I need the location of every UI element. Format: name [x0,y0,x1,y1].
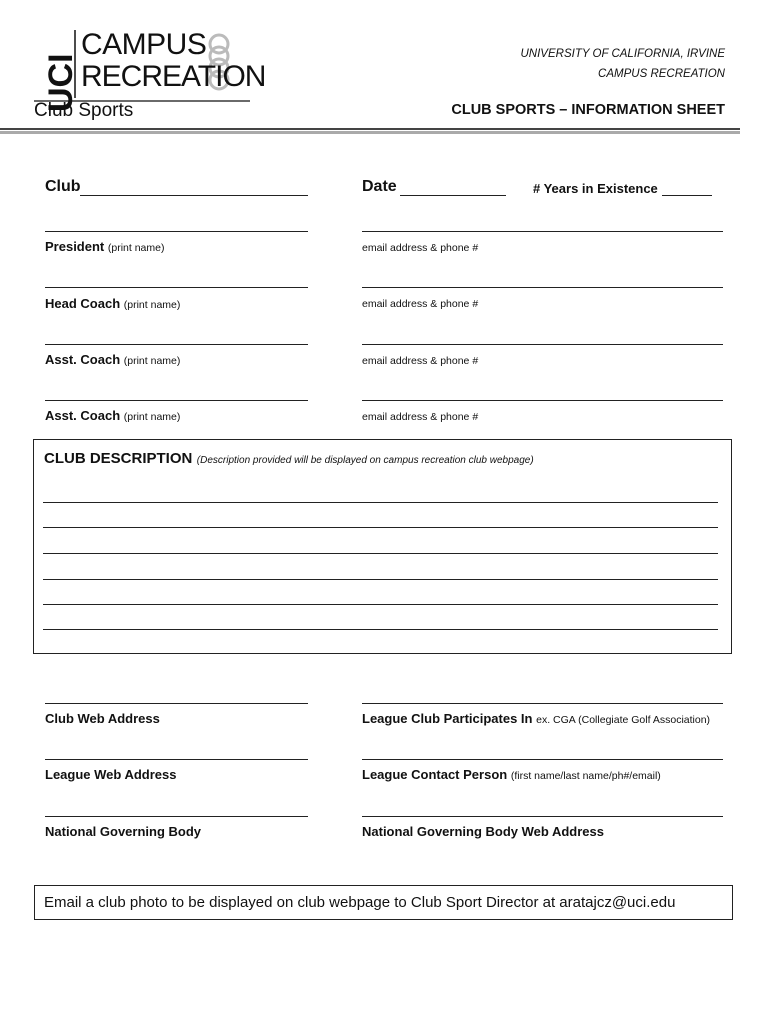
head-coach-contact-label: email address & phone # [362,298,479,310]
asst-coach-1-contact-field[interactable] [362,344,723,345]
head-coach-note: (print name) [123,299,181,311]
league-contact-label [362,767,661,782]
logo [20,20,266,130]
president-note: (print name) [107,242,165,254]
header-divider-shadow [0,131,740,134]
date-field[interactable] [400,195,506,196]
asst-coach-1-contact-label: email address & phone # [362,355,479,367]
league-contact-field[interactable] [362,759,723,760]
ngb-label: National Governing Body [45,824,202,839]
head-coach-role: Head Coach [45,296,121,311]
header-university: UNIVERSITY OF CALIFORNIA, IRVINE [520,48,725,60]
club-web-label: Club Web Address [45,711,160,726]
president-contact-label: email address & phone # [362,242,479,254]
league-contact-note: (first name/last name/ph#/email) [510,770,661,782]
logo-recreation: RECREATION [81,60,266,93]
uci-text: UCI [42,53,80,112]
ngb-web-label: National Governing Body Web Address [362,824,604,839]
president-contact-field[interactable] [362,231,723,232]
description-line-1[interactable] [43,502,718,503]
description-line-3[interactable] [43,553,718,554]
asst-coach-2-name-field[interactable] [45,400,308,401]
asst-coach-1-name-field[interactable] [45,344,308,345]
logo-campus: CAMPUS [81,28,207,61]
league-participates-field[interactable] [362,703,723,704]
league-participates-text: League Club Participates In [362,711,533,726]
description-line-4[interactable] [43,579,718,580]
president-label [45,239,164,254]
club-description-note: (Description provided will be displayed on campus recreation club webpage) [196,455,534,466]
club-description-heading [44,450,534,468]
league-web-field[interactable] [45,759,308,760]
description-line-5[interactable] [43,604,718,605]
president-role: President [45,239,105,254]
photo-instruction-text: Email a club photo to be displayed on club webpage to Club Sport Director at aratajcz@uci.edu [44,894,676,911]
header-divider [0,128,740,130]
league-participates-label [362,711,710,726]
asst-coach-1-role: Asst. Coach [45,352,121,367]
head-coach-name-field[interactable] [45,287,308,288]
asst-coach-2-role: Asst. Coach [45,408,121,423]
club-field[interactable] [80,195,308,196]
asst-coach-2-contact-label: email address & phone # [362,411,479,423]
president-name-field[interactable] [45,231,308,232]
club-label: Club [45,178,81,195]
ngb-field[interactable] [45,816,308,817]
years-label: # Years in Existence [533,181,658,196]
description-line-2[interactable] [43,527,718,528]
asst-coach-2-contact-field[interactable] [362,400,723,401]
years-field[interactable] [662,195,712,196]
header-department: CAMPUS RECREATION [598,68,725,80]
ngb-web-field[interactable] [362,816,723,817]
head-coach-label [45,296,180,311]
asst-coach-1-label [45,352,180,367]
logo-club-sports: Club Sports [34,100,134,121]
club-web-field[interactable] [45,703,308,704]
head-coach-contact-field[interactable] [362,287,723,288]
description-line-6[interactable] [43,629,718,630]
club-description-box [33,439,732,654]
date-label: Date [362,178,397,195]
page-title: CLUB SPORTS – INFORMATION SHEET [451,102,725,118]
asst-coach-2-note: (print name) [123,411,181,423]
asst-coach-2-label [45,408,180,423]
league-contact-text: League Contact Person [362,767,508,782]
club-description-title: CLUB DESCRIPTION [44,450,193,467]
asst-coach-1-note: (print name) [123,355,181,367]
league-web-label: League Web Address [45,767,177,782]
league-example: ex. CGA (Collegiate Golf Association) [536,714,711,726]
